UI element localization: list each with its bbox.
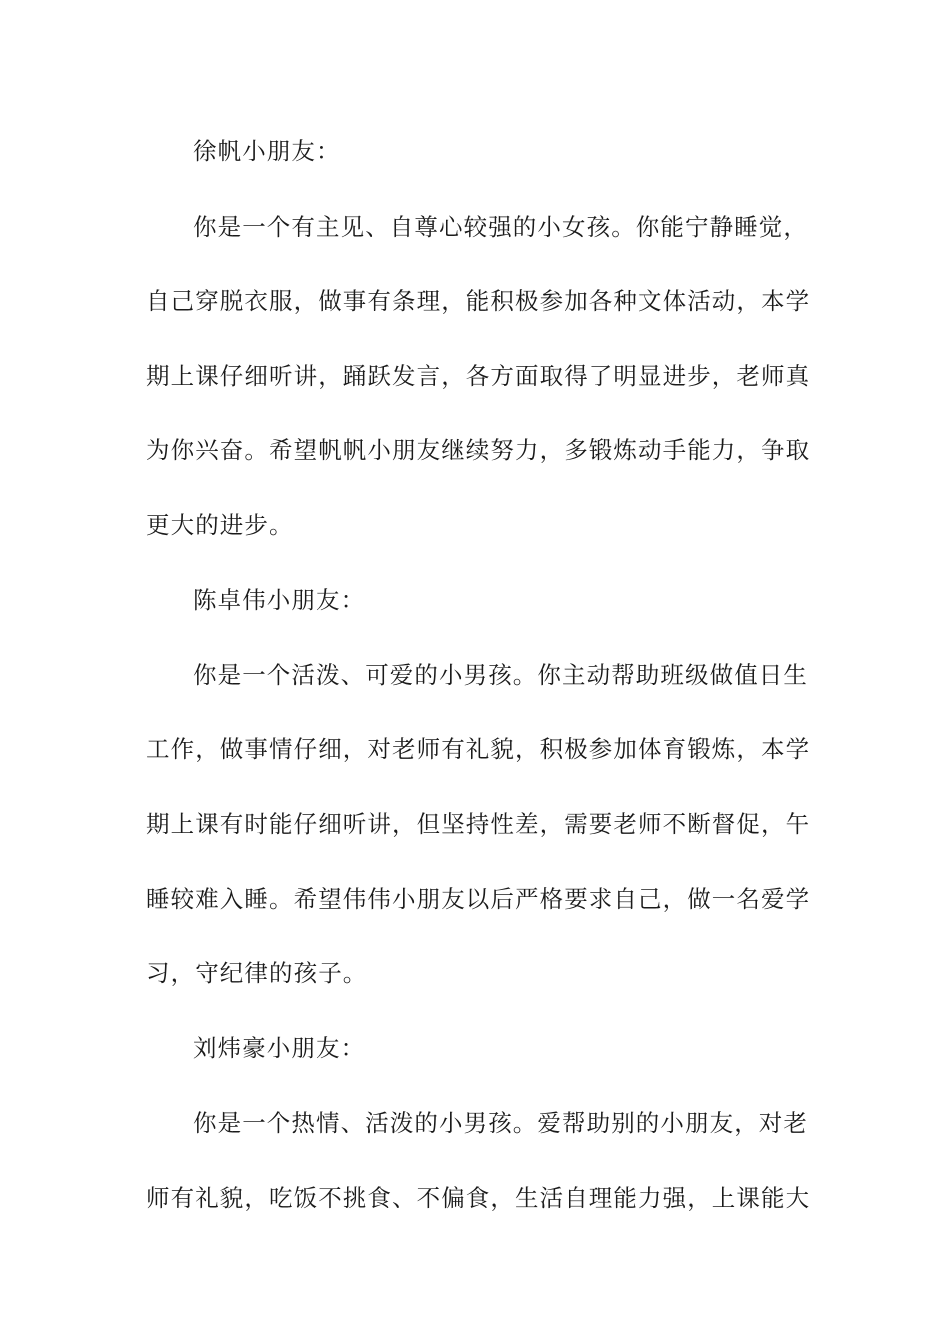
heading-xu-fan: 徐帆小朋友：: [193, 137, 341, 165]
paragraph-line: 你是一个热情、活泼的小男孩。爱帮助别的小朋友，对老: [193, 1109, 808, 1137]
paragraph-line: 你是一个活泼、可爱的小男孩。你主动帮助班级做值日生: [193, 661, 808, 689]
paragraph-line: 更大的进步。: [146, 511, 294, 539]
heading-chen-zhuowei: 陈卓伟小朋友：: [193, 586, 366, 614]
paragraph-line: 师有礼貌，吃饭不挑食、不偏食，生活自理能力强，上课能大: [146, 1184, 811, 1212]
paragraph-line: 睡较难入睡。希望伟伟小朋友以后严格要求自己，做一名爱学: [146, 885, 811, 913]
paragraph-line: 为你兴奋。希望帆帆小朋友继续努力，多锻炼动手能力，争取: [146, 436, 811, 464]
paragraph-line: 期上课仔细听讲，踊跃发言，各方面取得了明显进步，老师真: [146, 362, 811, 390]
paragraph-line: 自己穿脱衣服，做事有条理，能积极参加各种文体活动，本学: [146, 287, 811, 315]
paragraph-line: 习，守纪律的孩子。: [146, 959, 368, 987]
paragraph-line: 工作，做事情仔细，对老师有礼貌，积极参加体育锻炼，本学: [146, 735, 811, 763]
paragraph-line: 期上课有时能仔细听讲，但坚持性差，需要老师不断督促，午: [146, 810, 811, 838]
paragraph-line: 你是一个有主见、自尊心较强的小女孩。你能宁静睡觉，: [193, 213, 808, 241]
heading-liu-weihao: 刘炜豪小朋友：: [193, 1034, 366, 1062]
